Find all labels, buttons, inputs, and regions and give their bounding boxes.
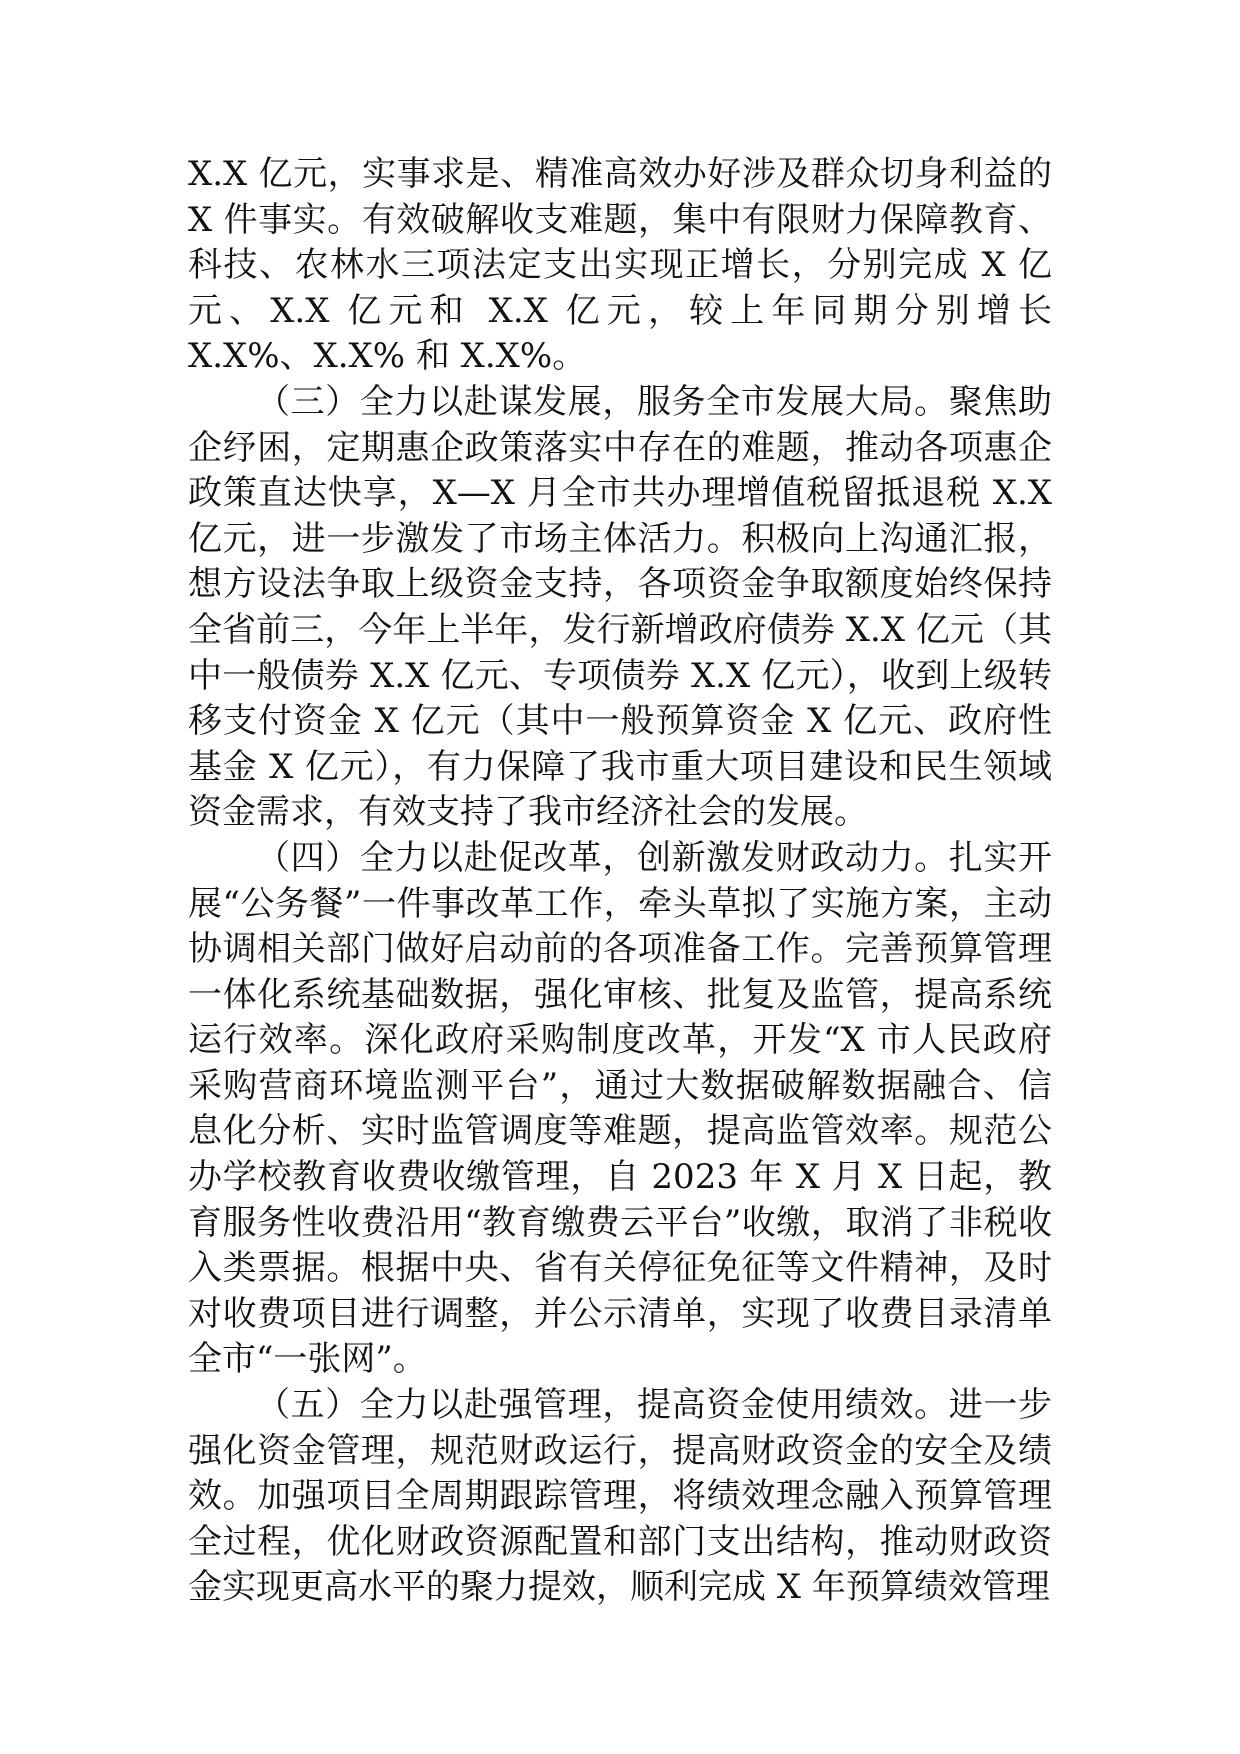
document-body (188, 152, 1052, 1611)
paragraph-continuation: X.X 亿元，实事求是、精准高效办好涉及群众切身利益的 X 件事实。有效破解收支难题，集中有限财力保障教育、科技、农林水三项法定支出实现正增长，分别完成 X 亿元、X.X 亿元和 X.X 亿元，较上年同期分别增长 X.X%、X.X% 和 X.X%。 (188, 154, 1052, 377)
paragraph-section-5: （五）全力以赴强管理，提高资金使用绩效。进一步强化资金管理，规范财政运行，提高财政资金的安全及绩效。加强项目全周期跟踪管理，将绩效理念融入预算管理全过程，优化财政资源配置和部门支出结构，推动财政资金实现更高水平的聚力提效，顺利完成 X 年预算绩效管理 (188, 1385, 1052, 1608)
paragraph-section-3: （三）全力以赴谋发展，服务全市发展大局。聚焦助企纾困，定期惠企政策落实中存在的难题，推动各项惠企政策直达快享，X—X 月全市共办理增值税留抵退税 X.X 亿元，进一步激发了市场主体活力。积极向上沟通汇报，想方设法争取上级资金支持，各项资金争取额度始终保持全省前三，今年上半年，发行新增政府债券 X.X 亿元（其中一般债券 X.X 亿元、专项债券 X.X 亿元），收到上级转移支付资金 X 亿元（其中一般预算资金 X 亿元、政府性基金 X 亿元），有力保障了我市重大项目建设和民生领域资金需求，有效支持了我市经济社会的发展。 (188, 381, 1052, 833)
paragraph-section-4: （四）全力以赴促改革，创新激发财政动力。扎实开展“公务餐”一件事改革工作，牵头草拟了实施方案，主动协调相关部门做好启动前的各项准备工作。完善预算管理一体化系统基础数据，强化审核、批复及监管，提高系统运行效率。深化政府采购制度改革，开发“X 市人民政府采购营商环境监测平台”，通过大数据破解数据融合、信息化分析、实时监管调度等难题，提高监管效率。规范公办学校教育收费收缴管理，自 2023 年 X 月 X 日起，教育服务性收费沿用“教育缴费云平台”收缴，取消了非税收入类票据。根据中央、省有关停征免征等文件精神，及时对收费项目进行调整，并公示清单，实现了收费目录清单全市“一张网”。 (188, 837, 1052, 1380)
